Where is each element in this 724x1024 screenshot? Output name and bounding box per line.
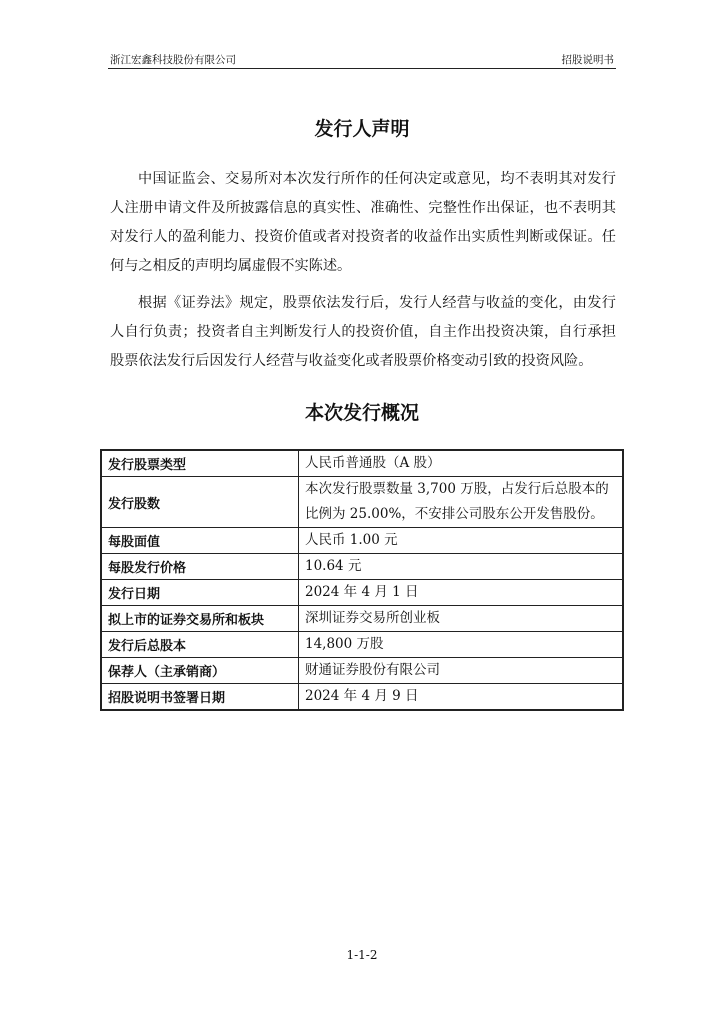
page-number: 1-1-2	[346, 948, 378, 962]
row-value: 2024 年 4 月 9 日	[299, 684, 623, 710]
table-row	[102, 658, 623, 684]
row-label: 发行后总股本	[102, 632, 299, 658]
issuer-statement-paragraph-2: 根据《证券法》规定，股票依法发行后，发行人经营与收益的变化，由发行人自行负责；投资者自主判断发行人的投资价值，自主作出投资决策，自行承担股票依法发行后因发行人经营与收益变化或者股票价格变动引致的投资风险。	[110, 295, 616, 369]
row-value: 深圳证券交易所创业板	[299, 606, 623, 632]
header-divider	[108, 68, 616, 69]
row-label: 招股说明书签署日期	[102, 684, 299, 710]
table-row	[102, 684, 623, 710]
header-company-name: 浙江宏鑫科技股份有限公司	[110, 54, 236, 66]
table-row	[102, 554, 623, 580]
row-value: 10.64 元	[299, 554, 623, 580]
header-document-type: 招股说明书	[561, 54, 614, 66]
issuer-statement-title: 发行人声明	[314, 118, 410, 140]
row-value: 2024 年 4 月 1 日	[299, 580, 623, 606]
row-label: 发行日期	[102, 580, 299, 606]
row-value: 财通证券股份有限公司	[299, 658, 623, 684]
row-value: 人民币普通股（A 股）	[299, 451, 623, 477]
row-label: 拟上市的证券交易所和板块	[102, 606, 299, 632]
offering-overview-table	[101, 450, 623, 710]
table-row	[102, 477, 623, 528]
row-value: 本次发行股票数量 3,700 万股，占发行后总股本的比例为 25.00%，不安排公司股东公开发售股份。	[299, 477, 623, 528]
issuer-statement-paragraph-1: 中国证监会、交易所对本次发行所作的任何决定或意见，均不表明其对发行人注册申请文件及所披露信息的真实性、准确性、完整性作出保证，也不表明其对发行人的盈利能力、投资价值或者对投资者的收益作出实质性判断或保证。任何与之相反的声明均属虚假不实陈述。	[110, 171, 616, 274]
row-label: 发行股票类型	[102, 451, 299, 477]
row-value: 人民币 1.00 元	[299, 528, 623, 554]
row-value: 14,800 万股	[299, 632, 623, 658]
table-row	[102, 528, 623, 554]
row-label: 每股面值	[102, 528, 299, 554]
row-label: 保荐人（主承销商）	[102, 658, 299, 684]
table-row	[102, 632, 623, 658]
row-label: 发行股数	[102, 477, 299, 528]
row-label: 每股发行价格	[102, 554, 299, 580]
table-row	[102, 606, 623, 632]
table-row	[102, 451, 623, 477]
offering-overview-title: 本次发行概况	[304, 402, 419, 424]
table-row	[102, 580, 623, 606]
